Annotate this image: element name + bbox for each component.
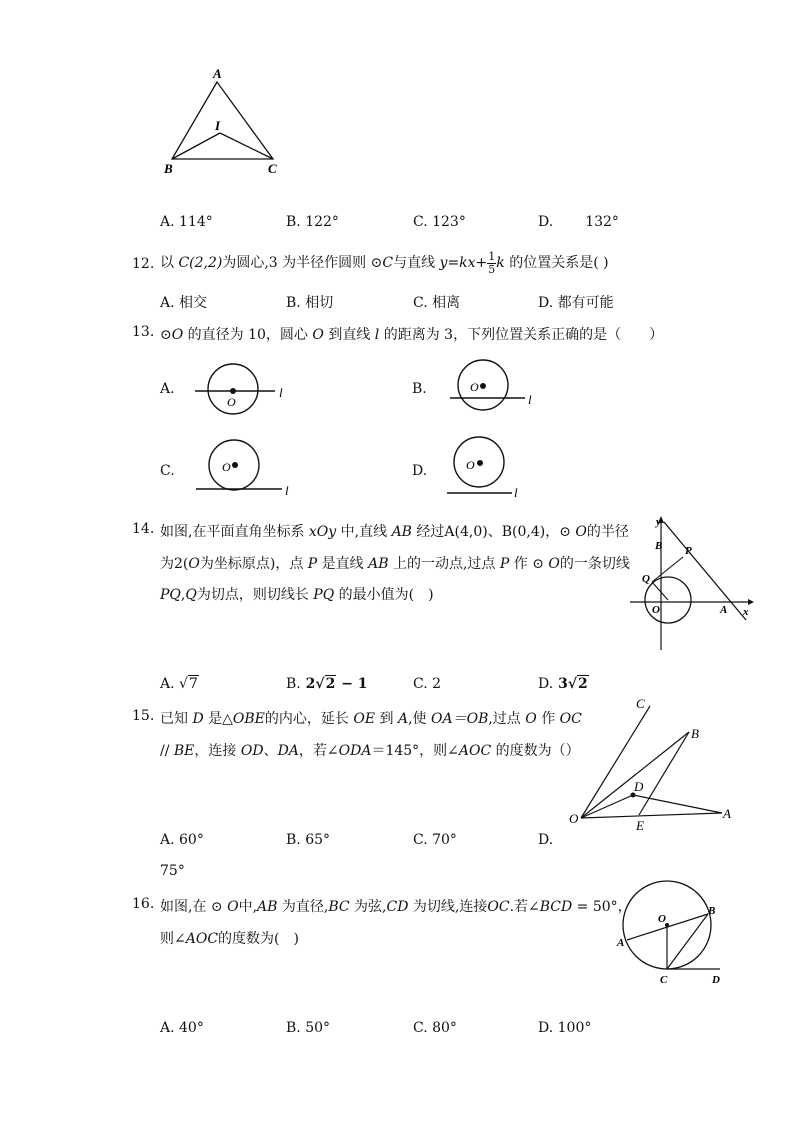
q12-option-b: B. 相切 [286,295,334,311]
q15-option-d-label: D. [538,832,554,848]
svg-text:A: A [720,604,728,616]
label-A: A [213,66,222,81]
svg-text:E: E [636,818,644,833]
q14-coordinate-figure [628,514,754,652]
svg-text:O: O [470,380,479,394]
q14-option-c: C. 2 [413,676,442,692]
svg-text:C: C [660,974,668,986]
q12-option-d: D. 都有可能 [538,295,614,311]
svg-text:D: D [712,974,720,986]
q16-option-b: B. 50° [286,1020,331,1036]
q15-line-2: // BE，连接 OD、DA，若∠ODA＝145°，则∠AOC 的度数为（） [160,743,580,759]
svg-text:O: O [658,913,666,925]
svg-text:l: l [528,392,532,407]
q15-figure [566,696,742,836]
q15-number: 15. [132,708,155,724]
label-C: C [268,161,277,176]
q16-line-1: 如图,在 ⊙ O中,AB 为直径,BC 为弦,CD 为切线,连接OC.若∠BCD = 50°， [160,899,632,915]
q15-option-d-value: 75° [160,863,185,879]
q16-option-c: C. 80° [413,1020,457,1036]
q15-option-b: B. 65° [286,832,331,848]
q16-line-2: 则∠AOC的度数为( ) [160,931,299,947]
q15-line-1: 已知 D 是△OBE的内心，延长 OE 到 A,使 OA＝OB,过点 O 作 OC [160,711,582,727]
svg-text:P: P [685,545,692,557]
q13-figure-b [448,358,548,413]
svg-text:x: x [743,606,749,618]
q12-option-c: C. 相离 [413,295,461,311]
svg-text:B: B [691,726,699,741]
svg-text:l: l [514,485,518,500]
svg-text:O: O [222,460,231,474]
option-c: C. 123° [413,214,466,230]
option-b: B. 122° [286,214,339,230]
q16-option-d: D. 100° [538,1020,592,1036]
svg-text:Q: Q [642,573,650,585]
q14-option-d: D. 3√2 [538,676,588,692]
q15-option-c: C. 70° [413,832,457,848]
svg-text:A: A [617,937,625,949]
q15-option-a: A. 60° [160,832,204,848]
svg-text:B: B [655,540,663,552]
svg-text:O: O [569,811,579,826]
q13-option-b-label: B. [412,381,427,397]
svg-text:D: D [634,779,644,794]
q13-option-d-label: D. [412,463,428,479]
q14-option-b: B. 2√2 − 1 [286,676,368,692]
q16-option-a: A. 40° [160,1020,204,1036]
q16-circle-figure [614,884,726,988]
q13-number: 13. [132,324,155,340]
svg-text:O: O [227,395,236,409]
triangle-figure [160,68,290,180]
svg-text:A: A [723,806,731,821]
svg-text:O: O [466,458,475,472]
q13-option-a-label: A. [160,381,175,397]
q14-number: 14. [132,521,155,537]
label-I: I [215,118,221,133]
q12-number: 12. [132,256,155,272]
option-a: A. 114° [160,214,213,230]
q12-option-a: A. 相交 [160,295,208,311]
q14-option-a: A. √7 [160,676,198,692]
option-d: D. 132° [538,214,619,230]
label-B: B [164,161,173,176]
svg-text:l: l [285,483,289,498]
svg-text:y: y [656,516,661,528]
q13-figure-a [190,360,300,415]
svg-text:O: O [652,604,660,616]
q13-figure-c [192,438,302,498]
q16-number: 16. [132,896,155,912]
q14-line-3: PQ,Q为切点，则切线长 PQ 的最小值为( ) [160,587,434,603]
q13-text: ⊙O 的直径为 10，圆心 O 到直线 l 的距离为 3，下列位置关系正确的是（ ） [160,327,664,343]
q14-line-1: 如图,在平面直角坐标系 xOy 中,直线 AB 经过A(4,0)、B(0,4)，⊙ O的半径 [160,524,629,540]
q13-figure-d [446,434,546,498]
svg-text:l: l [279,385,283,400]
q13-option-c-label: C. [160,463,175,479]
svg-text:B: B [708,905,716,917]
svg-text:C: C [636,696,645,711]
q14-line-2: 为2(O为坐标原点)，点 P 是直线 AB 上的一动点,过点 P 作 ⊙ O的一条切线 [160,556,630,572]
q12-text: 以 C(2,2)为圆心,3 为半径作圆则 ⊙C与直线 y=kx+ $\frac{1}{5}$ k 的位置关系是( ) [160,249,609,276]
